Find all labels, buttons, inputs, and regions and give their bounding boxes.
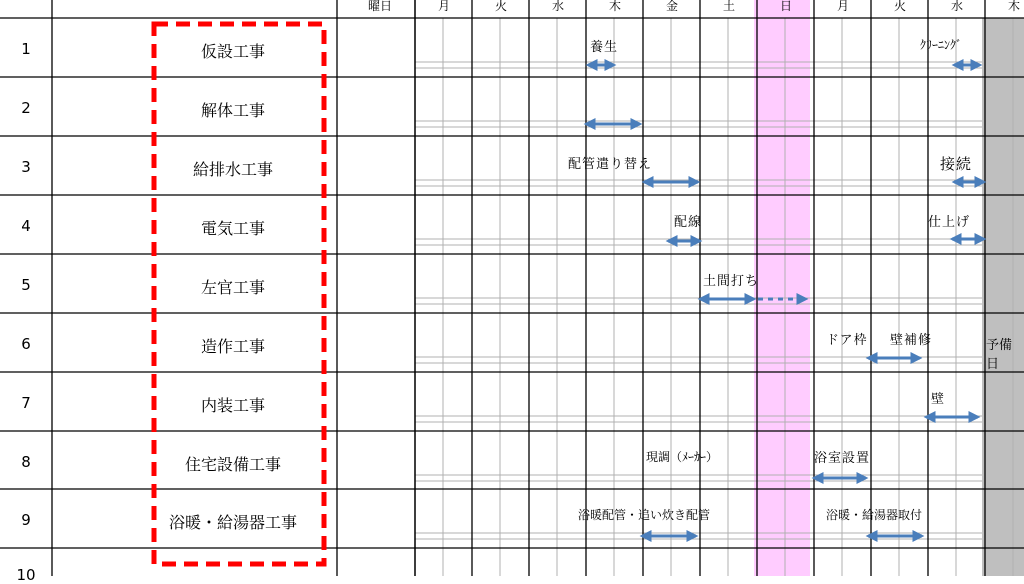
- task-name: 内装工事: [200, 396, 265, 415]
- reserve-day-label: 予備日: [986, 338, 1013, 372]
- row-number: 2: [21, 99, 31, 117]
- task-name: 造作工事: [200, 337, 265, 356]
- schedule-label: ｸﾘｰﾆﾝｸﾞ: [920, 38, 963, 52]
- schedule-label: 配線: [674, 215, 703, 230]
- day-header: 土: [722, 0, 735, 13]
- schedule-label: 接続: [940, 155, 973, 173]
- day-header: 木: [608, 0, 621, 13]
- schedule-label: 仕上げ: [928, 215, 971, 230]
- row-number: 10: [16, 566, 36, 584]
- day-header: 火: [893, 0, 906, 13]
- highlight-dashed-box: [154, 24, 324, 564]
- task-name: 電気工事: [200, 219, 265, 238]
- schedule-label: 現調（ﾒｰｶｰ）: [646, 450, 719, 464]
- schedule-label: 浴暖配管・追い炊き配管: [578, 508, 711, 522]
- day-header: 日: [779, 0, 792, 13]
- schedule-label: 土間打ち: [703, 274, 760, 289]
- row-number: 9: [21, 511, 31, 529]
- row-number: 5: [21, 276, 31, 294]
- task-name: 左官工事: [200, 278, 265, 297]
- row-number: 1: [21, 40, 31, 58]
- day-header: 月: [437, 0, 450, 13]
- task-name: 仮設工事: [200, 42, 265, 61]
- schedule-label: ドア枠: [826, 333, 868, 348]
- row-number: 7: [21, 394, 31, 412]
- row-number: 6: [21, 335, 31, 353]
- schedule-label: 配管遣り替え: [568, 157, 653, 172]
- task-name: 解体工事: [200, 101, 265, 120]
- schedule-label: 壁: [931, 392, 946, 407]
- task-name: 給排水工事: [192, 160, 273, 179]
- day-header: 水: [551, 0, 564, 13]
- day-header: 木: [1007, 0, 1020, 13]
- schedule-label: 養生: [590, 40, 619, 55]
- day-header: 水: [950, 0, 963, 13]
- task-name: 住宅設備工事: [184, 455, 281, 474]
- weekday-header: 曜日: [367, 0, 392, 13]
- schedule-label: 浴暖・給湯器取付: [826, 508, 923, 522]
- schedule-label: 壁補修: [890, 333, 933, 348]
- task-name: 浴暖・給湯器工事: [168, 513, 297, 532]
- row-number: 3: [21, 158, 31, 176]
- row-number: 4: [21, 217, 31, 235]
- day-header: 金: [665, 0, 678, 13]
- day-header: 火: [494, 0, 507, 13]
- row-number: 8: [21, 453, 31, 471]
- schedule-label: 浴室設置: [814, 451, 871, 466]
- day-header: 月: [836, 0, 849, 13]
